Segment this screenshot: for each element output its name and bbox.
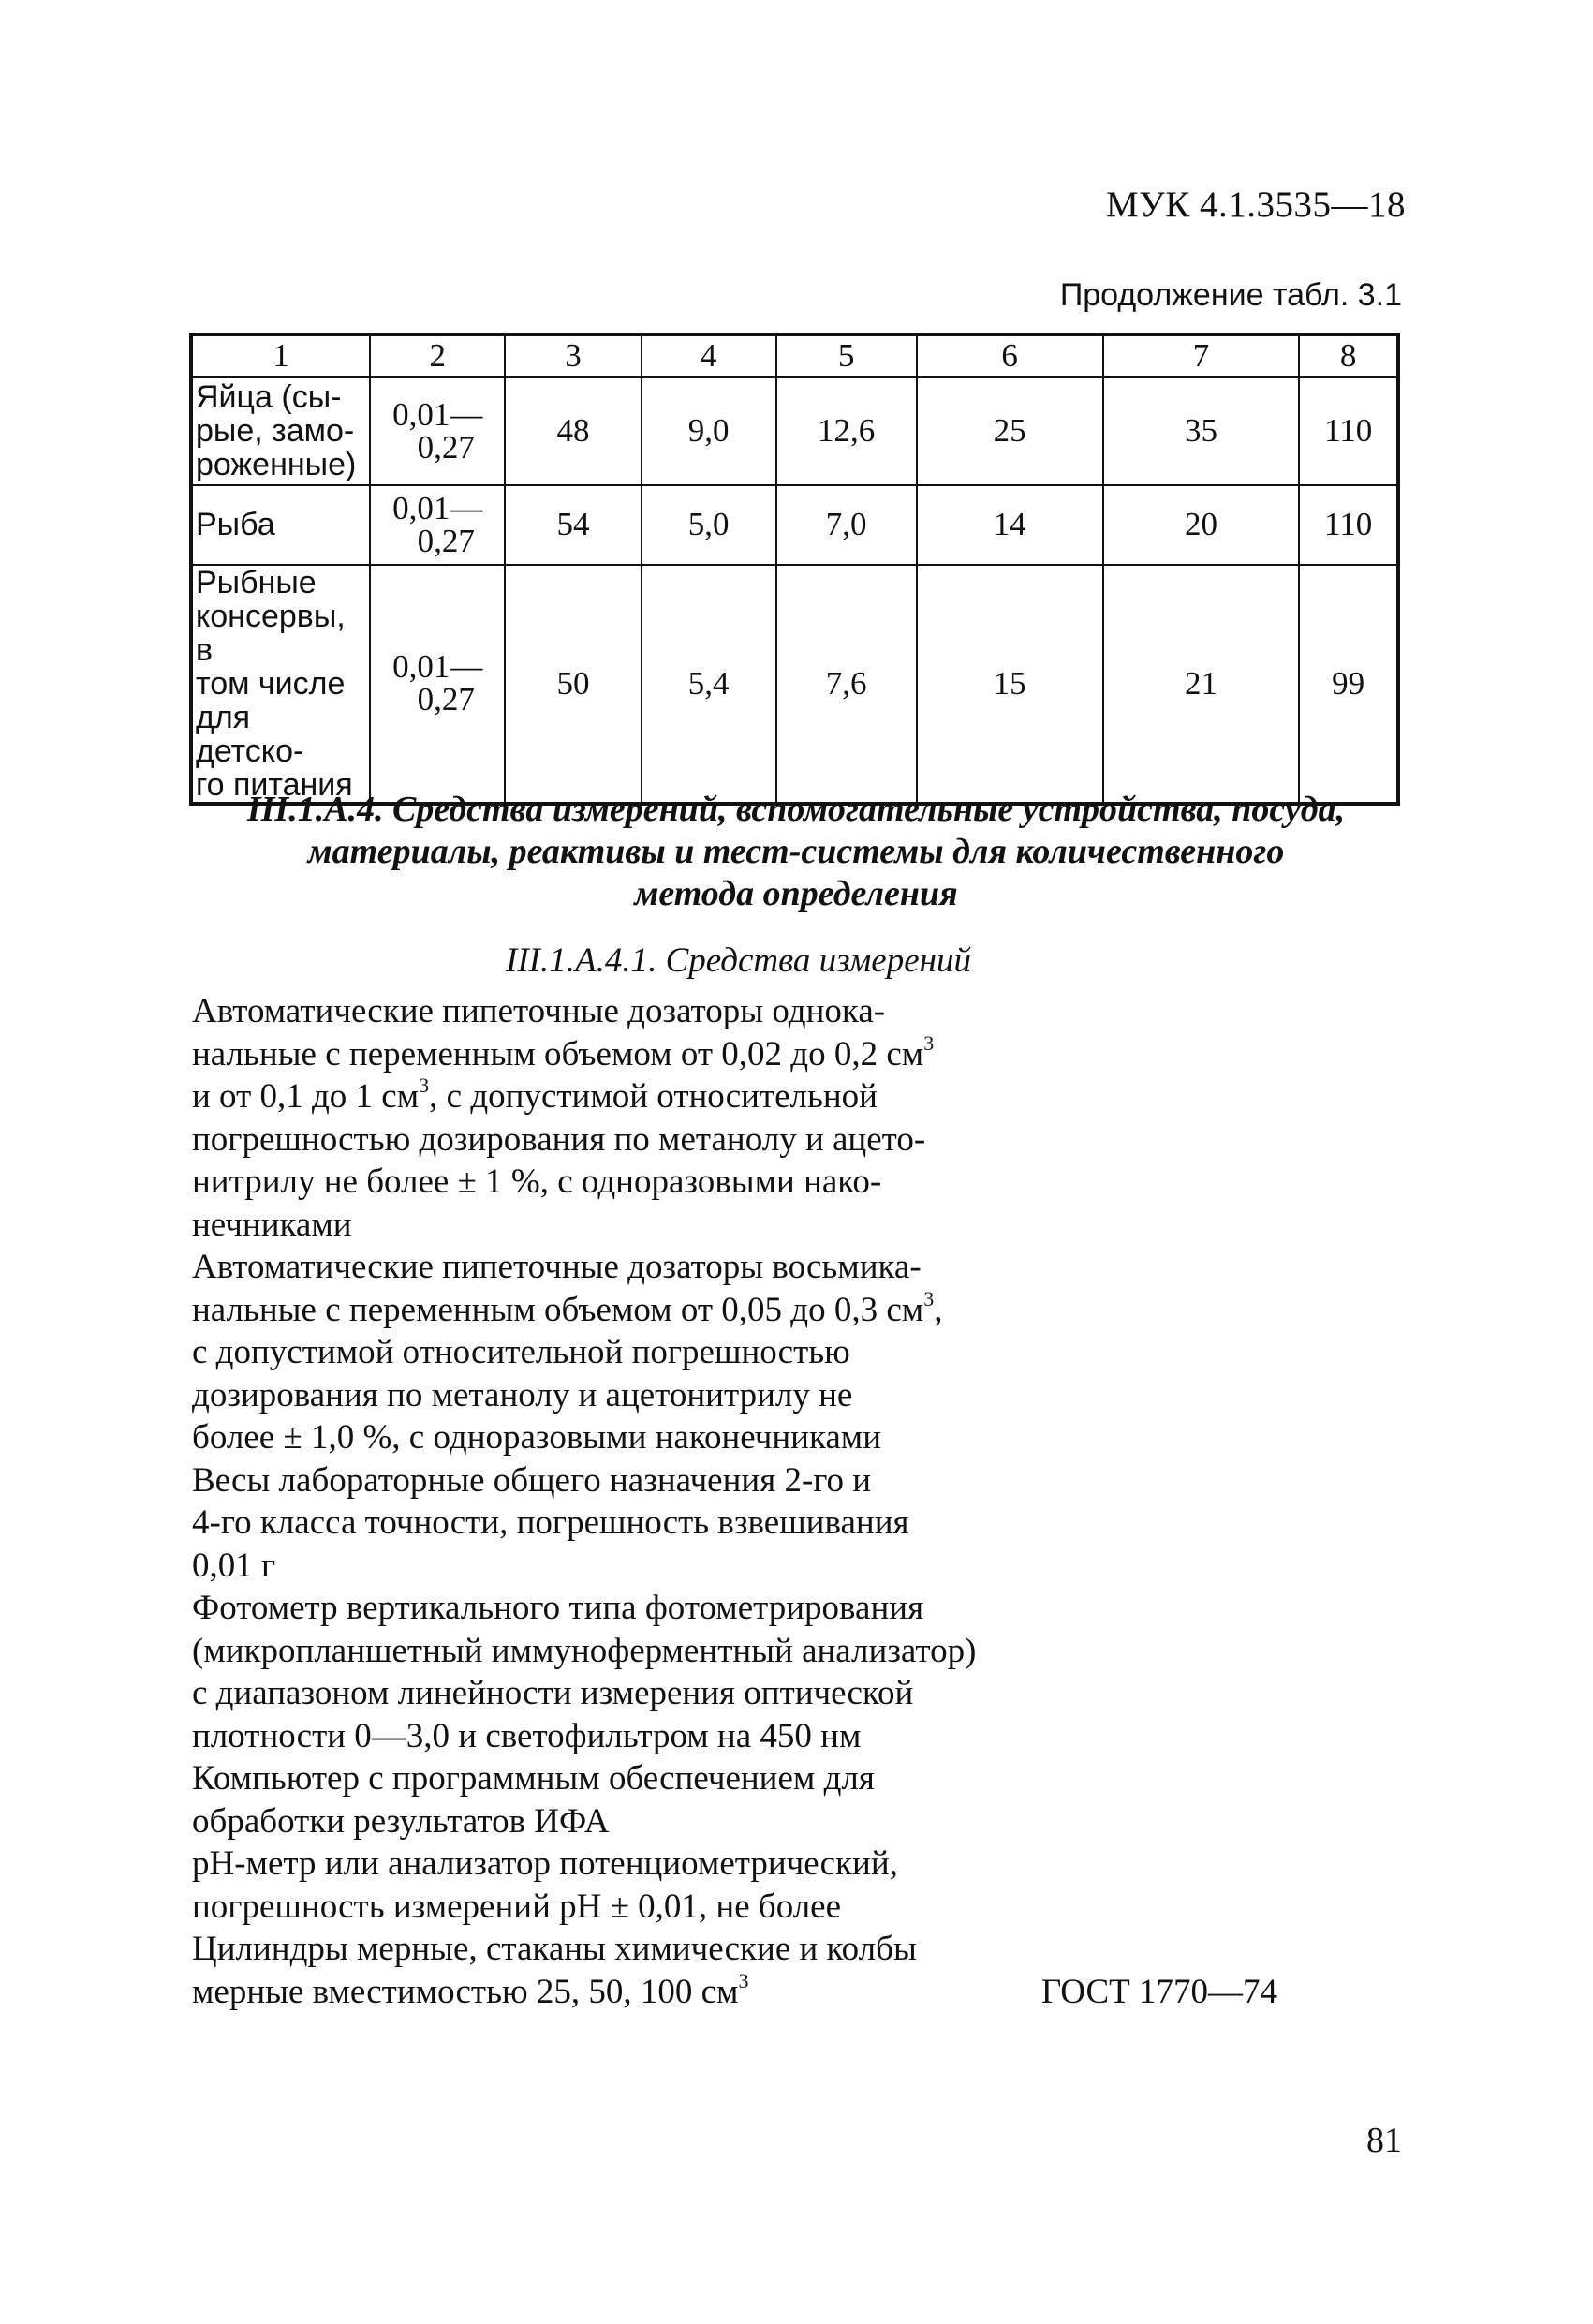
- value-cell: 110: [1299, 377, 1398, 485]
- list-item-pipette-single-channel: Автоматические пипеточные дозаторы однока- нальные с переменным объемом от 0,02 до 0,2 $см^3$ и от 0,1 до 1 $см^3$, с допустимой относительной погрешностью дозирования по метанолу и ацето- нитрилу не более ± 1 %, с одноразовыми нако- нечниками: [192, 992, 935, 1244]
- section-title-line: III.1.A.4. Средства измерений, вспомогательные устройства, посуда,: [246, 790, 1346, 829]
- value-cell: 5,4: [642, 565, 776, 804]
- list-item-scales: Весы лабораторные общего назначения 2-го и 4-го класса точности, погрешность взвешивания 0,01 г: [192, 1460, 909, 1585]
- value-cell: 48: [505, 377, 641, 485]
- product-cell: [191, 485, 370, 565]
- product-line: том числе: [196, 665, 346, 702]
- range-from: 0,01—: [392, 489, 483, 526]
- document-code: МУК 4.1.3535—18: [1105, 185, 1406, 225]
- value-cell: 20: [1103, 485, 1300, 565]
- section-title-line: метода определения: [634, 874, 958, 913]
- value-cell: 25: [917, 377, 1103, 485]
- list-item-ph-meter: pH-метр или анализатор потенциометрический, погрешность измерений pH ± 0,01, не более: [192, 1844, 898, 1926]
- range-to: 0,27: [417, 681, 475, 718]
- range-cell: [370, 377, 505, 485]
- product-line: го питания: [196, 766, 353, 803]
- list-item-glassware: Цилиндры мерные, стаканы химические и колбы мерные вместимостью 25, 50, 100 $см^3$ ГОСТ 1770—74: [192, 1928, 1316, 2013]
- table-row: [191, 485, 1398, 565]
- product-line: для детско-: [196, 699, 304, 769]
- list-item-photometer: Фотометр вертикального типа фотометрирования (микропланшетный иммуноферментный анализатор) с диапазоном линейности измерения оптической плотности 0—3,0 и светофильтром на 450 нм: [192, 1589, 977, 1755]
- product-line: консервы, в: [196, 598, 346, 668]
- value-cell: 21: [1103, 565, 1300, 804]
- page-number: 81: [1366, 2121, 1402, 2160]
- value-cell: 9,0: [642, 377, 776, 485]
- column-header: 2: [370, 334, 505, 377]
- table-row: [191, 565, 1398, 804]
- table-header-row: [191, 334, 1398, 377]
- range-to: 0,27: [417, 428, 475, 466]
- value-cell: 14: [917, 485, 1103, 565]
- column-header: 8: [1299, 334, 1398, 377]
- column-header: 5: [776, 334, 917, 377]
- range-from: 0,01—: [392, 648, 483, 686]
- product-cell: [191, 377, 370, 485]
- column-header: 3: [505, 334, 641, 377]
- value-cell: 12,6: [776, 377, 917, 485]
- section-title-line: материалы, реактивы и тест-системы для количественного: [307, 832, 1285, 871]
- table-caption: Продолжение табл. 3.1: [1059, 277, 1402, 313]
- range-from: 0,01—: [392, 395, 483, 433]
- data-table: [189, 333, 1400, 806]
- product-line: роженные): [196, 447, 357, 483]
- range-cell: [370, 485, 505, 565]
- list-item-computer: Компьютер с программным обеспечением для обработки результатов ИФА: [192, 1759, 875, 1841]
- value-cell: 5,0: [642, 485, 776, 565]
- value-cell: 7,0: [776, 485, 917, 565]
- product-line: Яйца (сы-: [196, 379, 342, 416]
- value-cell: 99: [1299, 565, 1398, 804]
- column-header: 6: [917, 334, 1103, 377]
- product-cell: [191, 565, 370, 804]
- column-header: 7: [1103, 334, 1300, 377]
- column-header: 1: [191, 334, 370, 377]
- value-cell: 7,6: [776, 565, 917, 804]
- range-cell: [370, 565, 505, 804]
- column-header: 4: [642, 334, 776, 377]
- section-title: [187, 789, 1405, 915]
- value-cell: 15: [917, 565, 1103, 804]
- list-item-pipette-eight-channel: Автоматические пипеточные дозаторы восьмика- нальные с переменным объемом от 0,05 до 0,3 $см^3$, с допустимой относительной погрешностью дозирования по метанолу и ацетонитрилу не более ± 1,0 %, с одноразовыми наконечниками: [192, 1248, 943, 1457]
- range-to: 0,27: [417, 522, 475, 559]
- value-cell: 50: [505, 565, 641, 804]
- value-cell: 54: [505, 485, 641, 565]
- product-line: Рыбные: [196, 564, 317, 600]
- product-line: Рыба: [196, 506, 275, 542]
- standard-reference: ГОСТ 1770—74: [1040, 1972, 1277, 2011]
- product-line: рые, замо-: [196, 413, 355, 450]
- table-row: [191, 377, 1398, 485]
- value-cell: 35: [1103, 377, 1300, 485]
- value-cell: 110: [1299, 485, 1398, 565]
- equipment-list: [192, 990, 1316, 2013]
- subsection-title: III.1.A.4.1. Средства измерений: [506, 941, 971, 980]
